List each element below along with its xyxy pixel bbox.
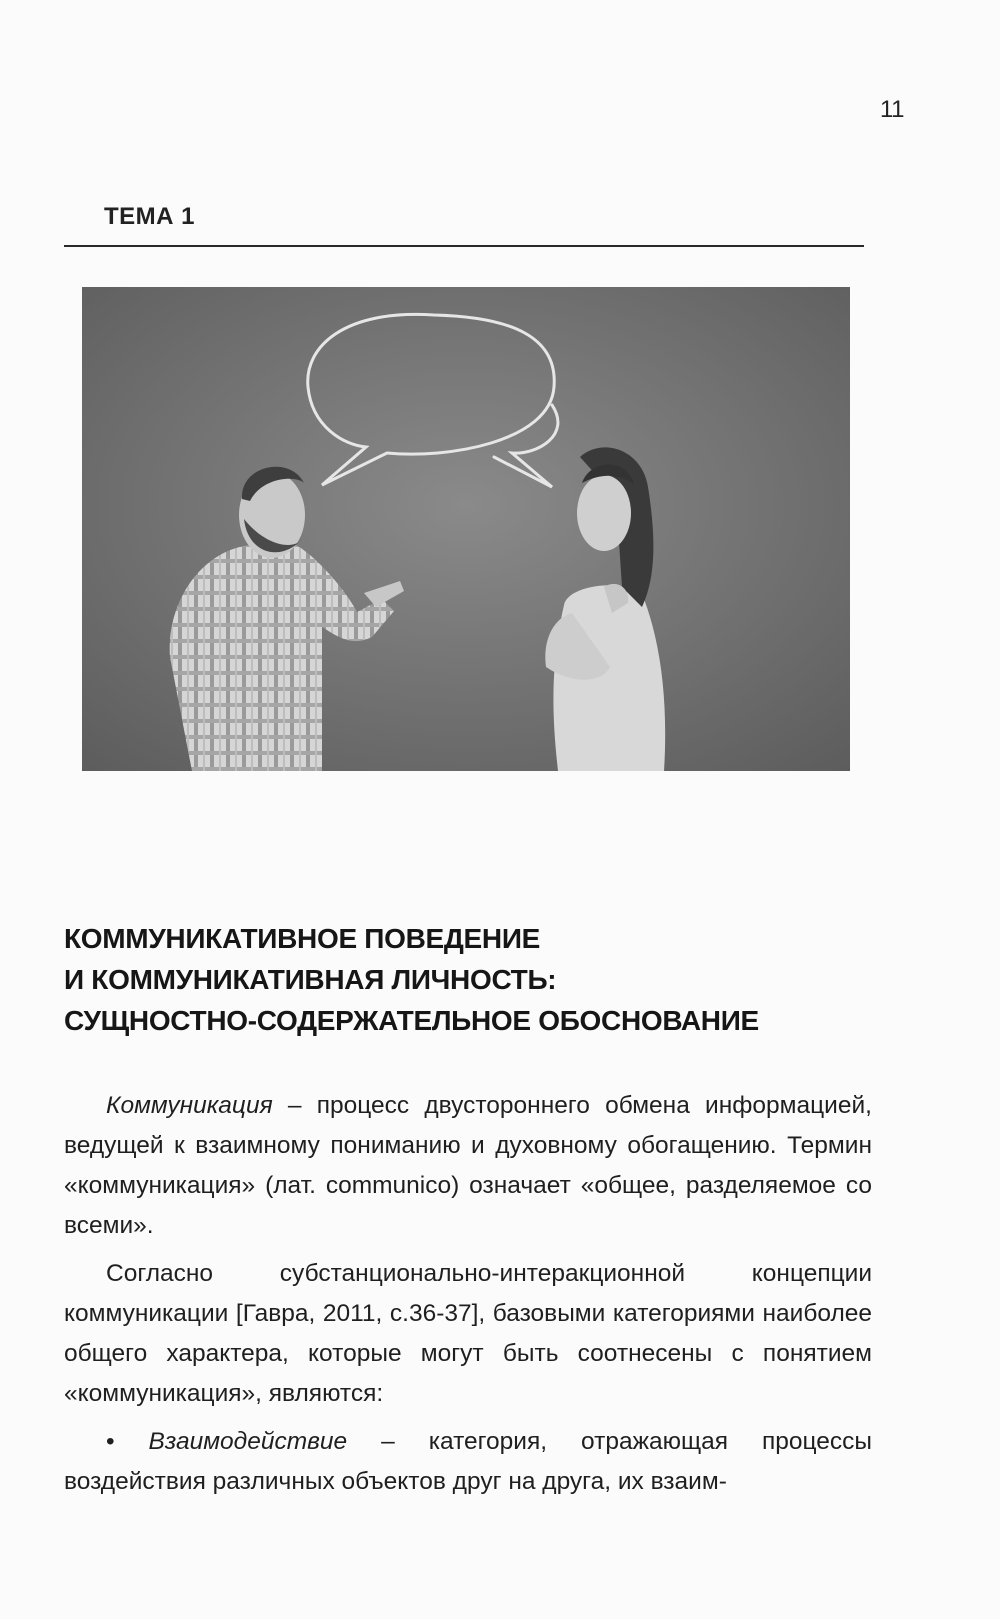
heading-line-1: КОММУНИКАТИВНОЕ ПОВЕДЕНИЕ <box>64 923 541 954</box>
section-heading <box>64 918 944 1041</box>
paragraph-definition <box>64 1086 872 1246</box>
chapter-label: ТЕМА 1 <box>104 203 196 230</box>
list-item-text: – категория, отражающая процессы воздействия различных объектов друг на друга, их взаим- <box>64 1428 872 1495</box>
page-number: 11 <box>880 96 904 123</box>
heading-line-3: СУЩНОСТНО-СОДЕРЖАТЕЛЬНОЕ ОБОСНОВАНИЕ <box>64 1005 759 1036</box>
concept-text: Согласно субстанционально-интеракционной концепции коммуникации [Гавра, 2011, с.36-37], базовыми категориями наиболее общего характера, которые могут быть соотнесены с понятием «коммуникация», являются: <box>64 1260 872 1407</box>
body-text <box>64 1086 872 1502</box>
definition-text: – процесс двустороннего обмена информацией, ведущей к взаимному пониманию и духовному обогащению. Термин «коммуникация» (лат. communico) означает «общее, разделяемое со всеми». <box>64 1092 872 1239</box>
term-interaction: Взаимодействие <box>148 1428 348 1455</box>
chapter-divider <box>64 245 864 247</box>
term-communication: Коммуникация <box>106 1092 273 1119</box>
bullet-mark: • <box>106 1428 115 1455</box>
paragraph-concept <box>64 1254 872 1414</box>
heading-line-2: И КОММУНИКАТИВНАЯ ЛИЧНОСТЬ: <box>64 964 557 995</box>
illustration-photo <box>82 287 850 771</box>
list-item <box>64 1422 872 1502</box>
